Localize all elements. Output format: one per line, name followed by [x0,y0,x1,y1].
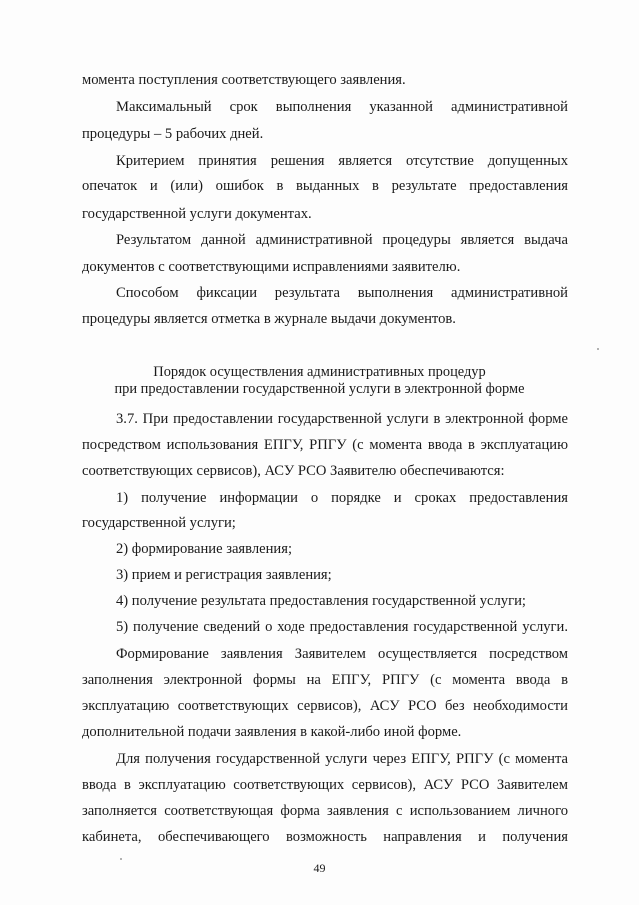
paragraph-line: опечаток и (или) ошибок в выданных в результате предоставления [82,178,568,194]
paragraph-line: дополнительной подачи заявления в какой-либо иной форме. [82,724,462,740]
list-item: 1) получение информации о порядке и сроках предоставления [116,490,568,506]
list-item-continuation: государственной услуги; [82,515,236,531]
paragraph-line: момента поступления соответствующего заявления. [82,72,406,88]
paragraph-line: Способом фиксации результата выполнения административной [116,285,568,301]
paragraph-line: посредством использования ЕПГУ, РПГУ (с момента ввода в эксплуатацию [82,437,568,453]
list-item: 4) получение результата предоставления государственной услуги; [116,593,526,609]
paragraph-line: эксплуатацию соответствующих сервисов), АСУ РСО без необходимости [82,698,568,714]
paragraph-line: документов с соответствующими исправлениями заявителю. [82,259,461,275]
section-heading-line-1: Порядок осуществления административных процедур [153,364,486,380]
paragraph-line: Результатом данной административной процедуры является выдача [116,232,568,248]
paragraph-line: заполняется соответствующая форма заявления с использованием личного [82,803,568,819]
scan-speck [120,858,122,860]
section-heading-line-2: при предоставлении государственной услуги в электронной форме [114,381,525,397]
scan-speck [597,348,599,350]
paragraph-line: ввода в эксплуатацию соответствующих сервисов), АСУ РСО Заявителем [82,777,568,793]
page-number: 49 [313,861,326,875]
paragraph-line: Формирование заявления Заявителем осуществляется посредством [116,646,568,662]
paragraph-line: соответствующих сервисов), АСУ РСО Заявителю обеспечиваются: [82,463,505,479]
paragraph-line: процедуры является отметка в журнале выдачи документов. [82,311,456,327]
paragraph-line: 3.7. При предоставлении государственной услуги в электронной форме [116,411,568,427]
paragraph-line: государственной услуги документах. [82,206,312,222]
paragraph-line: заполнения электронной формы на ЕПГУ, РПГУ (с момента ввода в [82,672,568,688]
paragraph-line: Максимальный срок выполнения указанной административной [116,99,568,115]
list-item: 3) прием и регистрация заявления; [116,567,332,583]
paragraph-line: кабинета, обеспечивающего возможность направления и получения [82,829,568,845]
paragraph-line: Для получения государственной услуги через ЕПГУ, РПГУ (с момента [116,751,568,767]
paragraph-line: Критерием принятия решения является отсутствие допущенных [116,153,568,169]
list-item: 2) формирование заявления; [116,541,292,557]
paragraph-line: процедуры – 5 рабочих дней. [82,126,264,142]
list-item: 5) получение сведений о ходе предоставления государственной услуги. [116,619,568,635]
